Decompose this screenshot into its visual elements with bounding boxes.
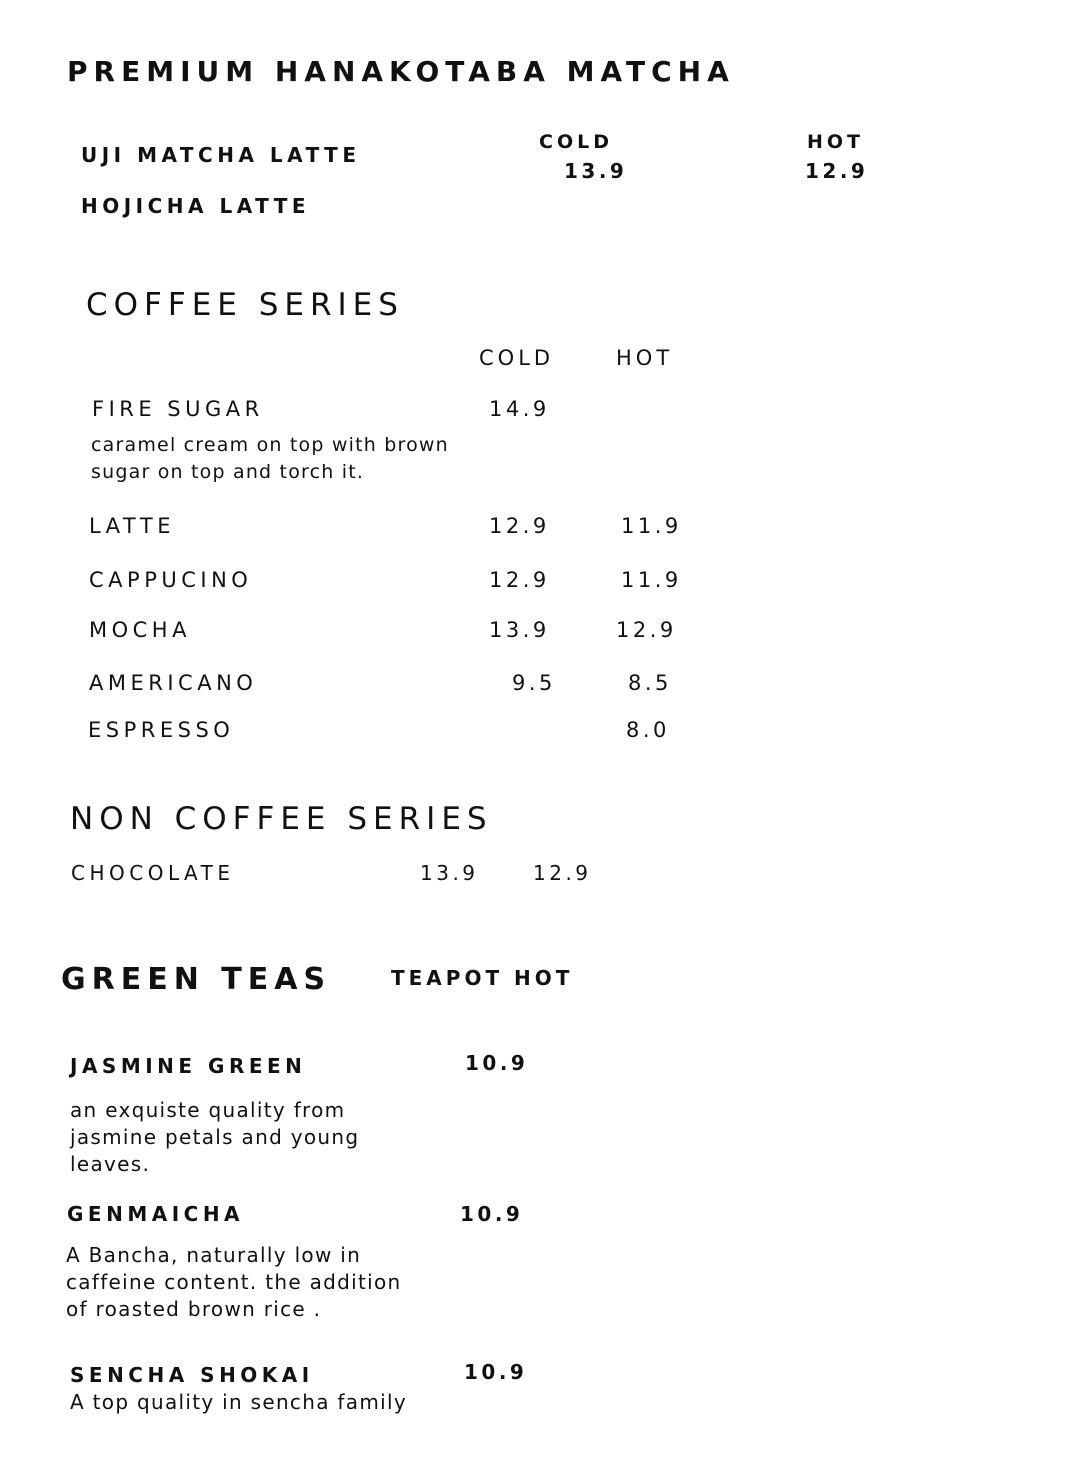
menu-item-description: an exquiste quality from jasmine petals and young leaves. <box>70 1098 360 1176</box>
menu-item-price: 10.9 <box>464 1360 528 1384</box>
teapot-hot-header: TEAPOT HOT <box>391 966 574 990</box>
menu-item-price: 10.9 <box>460 1202 524 1226</box>
menu-item-cold-price: 13.9 <box>420 861 479 885</box>
menu-item-cold-price: 12.9 <box>489 568 550 592</box>
menu-item-hot-price: 8.5 <box>628 671 672 695</box>
green-teas-section-title: GREEN TEAS <box>61 962 332 997</box>
menu-item-description: A top quality in sencha family <box>70 1390 407 1414</box>
menu-item-name: CHOCOLATE <box>71 861 235 885</box>
menu-item-cold-price: 9.5 <box>512 671 556 695</box>
coffee-section-title: COFFEE SERIES <box>86 287 404 323</box>
menu-item-cold-price: 12.9 <box>489 514 550 538</box>
menu-item-name: SENCHA SHOKAI <box>70 1363 314 1387</box>
menu-item-name: UJI MATCHA LATTE <box>81 143 361 167</box>
premium-section-title: PREMIUM HANAKOTABA MATCHA <box>67 55 735 88</box>
menu-item-description: caramel cream on top with brown sugar on top and torch it. <box>91 434 449 483</box>
menu-item-name: HOJICHA LATTE <box>81 194 311 218</box>
coffee-cold-header: COLD <box>479 346 555 370</box>
menu-item-name: GENMAICHA <box>67 1202 245 1226</box>
menu-item-hot-price: 12.9 <box>533 861 592 885</box>
coffee-hot-header: HOT <box>616 346 674 370</box>
menu-item-name: JASMINE GREEN <box>70 1054 307 1078</box>
menu-item-cold-price: 13.9 <box>564 159 628 183</box>
menu-item-price: 10.9 <box>465 1051 529 1075</box>
menu-item-name: CAPPUCINO <box>89 568 253 592</box>
menu-item-hot-price: 12.9 <box>805 159 869 183</box>
menu-item-hot-price: 12.9 <box>616 618 677 642</box>
menu-item-hot-price: 8.0 <box>626 718 670 742</box>
menu-item-name: ESPRESSO <box>88 718 235 742</box>
menu-item-name: FIRE SUGAR <box>92 397 264 421</box>
menu-item-hot-price: 11.9 <box>621 568 682 592</box>
premium-hot-header: HOT <box>807 131 865 153</box>
menu-item-name: LATTE <box>89 514 175 538</box>
premium-cold-header: COLD <box>539 131 613 153</box>
menu-item-hot-price: 11.9 <box>621 514 682 538</box>
menu-item-cold-price: 14.9 <box>489 397 550 421</box>
menu-item-description: A Bancha, naturally low in caffeine content. the addition of roasted brown rice . <box>66 1243 402 1321</box>
menu-item-cold-price: 13.9 <box>489 618 550 642</box>
menu-item-name: MOCHA <box>89 618 191 642</box>
menu-item-name: AMERICANO <box>89 671 258 695</box>
non-coffee-section-title: NON COFFEE SERIES <box>70 801 493 837</box>
